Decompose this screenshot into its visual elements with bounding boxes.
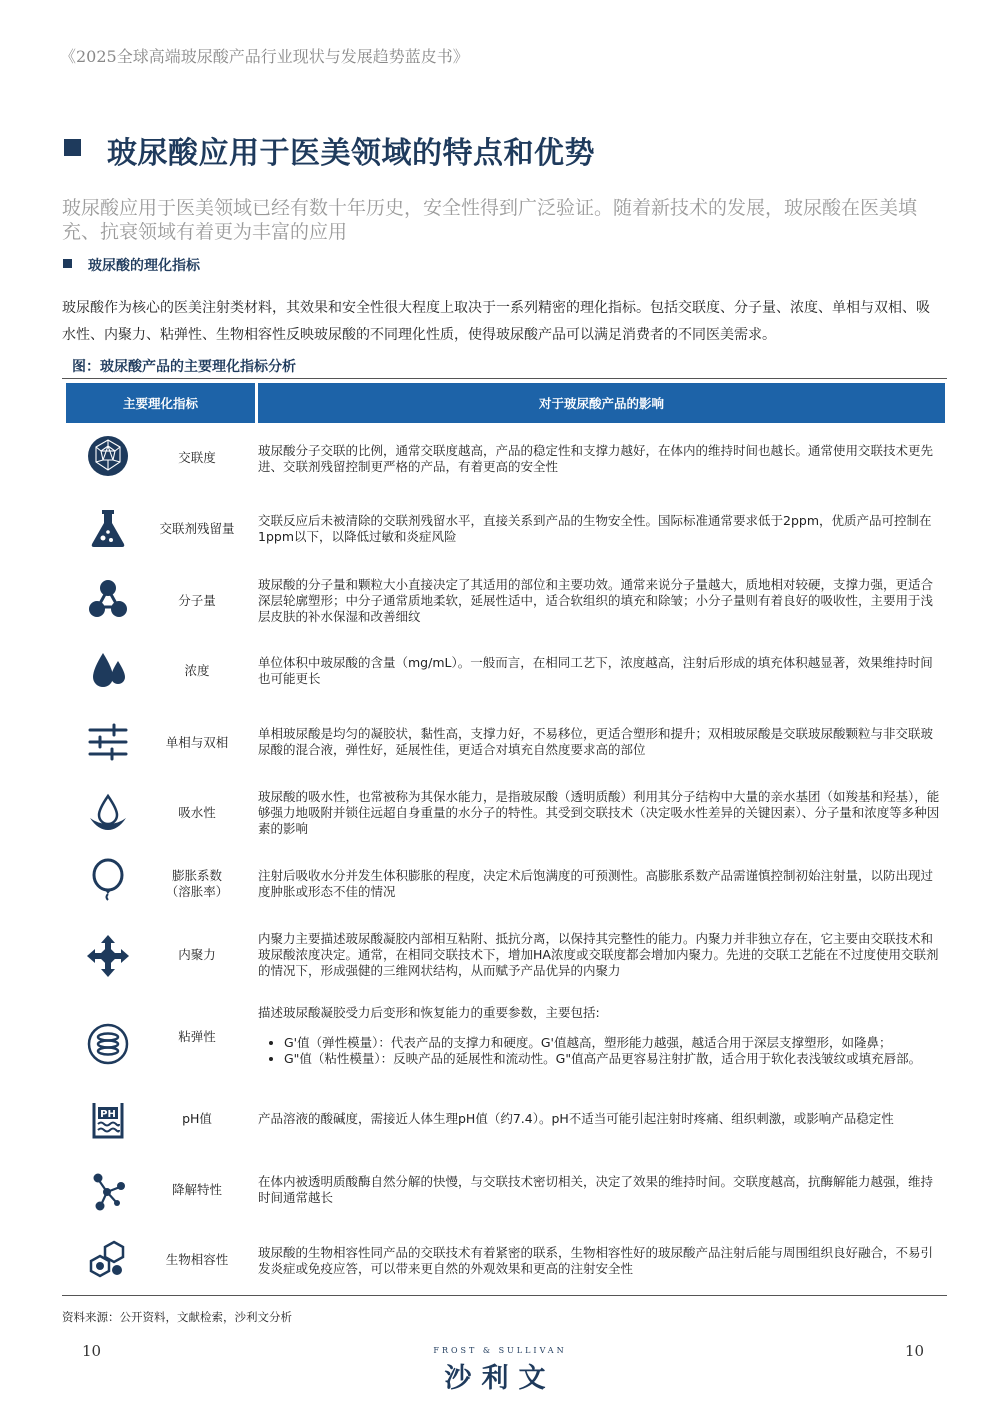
ph-icon — [86, 1099, 130, 1143]
figure-caption: 图：玻尿酸产品的主要理化指标分析 — [72, 359, 296, 375]
row-desc: 产品溶液的酸碱度，需接近人体生理pH值（约7.4）。pH不适当可能引起注射时疼痛、组织刺激，或影响产品稳定性 — [258, 1111, 894, 1126]
logo-chinese: 沙利文 — [444, 1363, 556, 1394]
row-desc: 在体内被透明质酸酶自然分解的快慢，与交联技术密切相关，决定了效果的维持时间。交联度越高，抗酶解能力越强，维持时间通常越长 — [258, 1174, 934, 1205]
row-desc: 单相玻尿酸是均匀的凝胶状，黏性高，支撑力好，不易移位，更适合塑形和提升；双相玻尿酸是交联玻尿酸颗粒与非交联玻尿酸的混合液，弹性好，延展性佳，更适合对填充自然度要求高的部位 — [258, 726, 934, 757]
row-desc: 玻尿酸的分子量和颗粒大小直接决定了其适用的部位和主要功效。通常来说分子量越大，质地相对较硬，支撑力强，更适合深层轮廓塑形；中分子通常质地柔软，延展性适中，适合软组织的填充和除皱；小分子量则有着良好的吸收性，主要用于浅层皮肤的补水保湿和改善细纹 — [258, 577, 934, 624]
row-name: 吸水性 — [178, 805, 216, 820]
row-name: 降解特性 — [171, 1182, 222, 1197]
source-note: 资料来源：公开资料，文献检索，沙利文分析 — [62, 1310, 292, 1324]
cohesion-arrows-icon — [86, 934, 130, 978]
water-absorb-icon — [86, 790, 130, 834]
bullet-g-double-prime: • G"值（粘性模量）：反映产品的延展性和流动性。G"值高产品更容易注射扩散，适合用于软化表浅皱纹或填充唇部。 — [284, 1051, 943, 1067]
viscoelastic-coil-icon — [86, 1022, 130, 1066]
subsection-title: 玻尿酸的理化指标 — [88, 258, 200, 274]
row-name: 单相与双相 — [165, 735, 229, 750]
row-desc: 内聚力主要描述玻尿酸凝胶内部相互粘附、抵抗分离，以保持其完整性的能力。内聚力并非独立存在，它主要由交联技术和玻尿酸浓度决定。通常，在相同交联技术下，增加HA浓度或交联度都会增加内聚力。先进的交联工艺能在不过度使用交联剂的情况下，形成强健的三维网状结构，从而赋予产品优异的内聚力 — [258, 931, 939, 978]
sliders-icon — [86, 720, 130, 764]
section-marker-square — [64, 139, 81, 156]
row-desc: 玻尿酸分子交联的比例，通常交联度越高，产品的稳定性和支撑力越好，在体内的维持时间也越长。通常使用交联技术更先进、交联剂残留控制更严格的产品，有着更高的安全性 — [258, 443, 934, 474]
row-name: 交联度 — [178, 450, 216, 465]
row-name: 内聚力 — [178, 947, 216, 962]
crosslink-sphere-icon — [86, 434, 130, 478]
row-name: 交联剂残留量 — [159, 521, 235, 536]
caption-divider — [62, 378, 947, 379]
molecule-icon — [86, 577, 130, 621]
subsection-marker-square — [63, 259, 72, 268]
balloon-icon — [86, 857, 130, 901]
body-paragraph: 玻尿酸作为核心的医美注射类材料，其效果和安全性很大程度上取决于一系列精密的理化指标。包括交联度、分子量、浓度、单相与双相、吸水性、内聚力、粘弹性、生物相容性反映玻尿酸的不同理化性质，使得玻尿酸产品可以满足消费者的不同医美需求。 — [62, 300, 930, 343]
table-header-indicator: 主要理化指标 — [66, 383, 255, 423]
bullet-g-prime: • G'值（弹性模量）：代表产品的支撑力和硬度。G'值越高，塑形能力越强，越适合用于深层支撑塑形，如隆鼻； — [284, 1035, 943, 1051]
viscoelastic-bullet-list — [258, 1035, 943, 1067]
row-name: 浓度 — [184, 663, 210, 678]
row-name: 生物相容性 — [165, 1252, 229, 1267]
flask-icon — [86, 506, 130, 550]
droplets-icon — [86, 647, 130, 691]
row-desc: 单位体积中玻尿酸的含量（mg/mL）。一般而言，在相同工艺下，浓度越高，注射后形成的填充体积越显著，效果维持时间也可能更长 — [258, 655, 933, 686]
page-number-right: 10 — [905, 1342, 925, 1360]
row-name-note: （溶胀率） — [165, 884, 229, 899]
section-title: 玻尿酸应用于医美领域的特点和优势 — [107, 136, 595, 171]
row-name: 粘弹性 — [178, 1029, 216, 1044]
row-desc: 交联反应后未被清除的交联剂残留水平，直接关系到产品的生物安全性。国际标准通常要求低于2ppm，优质产品可控制在1ppm以下，以降低过敏和炎症风险 — [258, 513, 932, 544]
biocompat-hexagon-icon — [86, 1238, 130, 1282]
row-name: pH值 — [182, 1111, 212, 1126]
row-name: 膨胀系数 — [171, 868, 222, 883]
row-desc: 注射后吸收水分并发生体积膨胀的程度，决定术后饱满度的可预测性。高膨胀系数产品需谨慎控制初始注射量，以防出现过度肿胀或形态不佳的情况 — [258, 868, 934, 899]
row-desc-intro: 描述玻尿酸凝胶受力后变形和恢复能力的重要参数，主要包括: — [258, 1005, 600, 1020]
row-name: 分子量 — [178, 593, 216, 608]
svg-text:PH: PH — [100, 1109, 116, 1120]
table-bottom-divider — [62, 1295, 947, 1296]
page-number-left: 10 — [82, 1342, 102, 1360]
degradation-nodes-icon — [86, 1170, 130, 1214]
logo-english: FROST & SULLIVAN — [433, 1346, 567, 1355]
document-title: 《2025全球高端玻尿酸产品行业现状与发展趋势蓝皮书》 — [60, 47, 469, 66]
row-desc: 玻尿酸的生物相容性同产品的交联技术有着紧密的联系，生物相容性好的玻尿酸产品注射后能与周围组织良好融合，不易引发炎症或免疫应答，可以带来更自然的外观效果和更高的注射安全性 — [258, 1245, 934, 1276]
row-desc: 玻尿酸的吸水性，也常被称为其保水能力，是指玻尿酸（透明质酸）利用其分子结构中大量的亲水基团（如羧基和羟基），能够强力地吸附并锁住远超自身重量的水分子的特性。其受到交联技术（决定吸水性差异的关键因素）、分子量和浓度等多种因素的影响 — [258, 789, 940, 836]
row-desc — [258, 1005, 943, 1067]
lead-paragraph: 玻尿酸应用于医美领域已经有数十年历史，安全性得到广泛验证。随着新技术的发展，玻尿酸在医美填充、抗衰领域有着更为丰富的应用 — [62, 197, 918, 243]
table-header-impact: 对于玻尿酸产品的影响 — [258, 383, 945, 423]
